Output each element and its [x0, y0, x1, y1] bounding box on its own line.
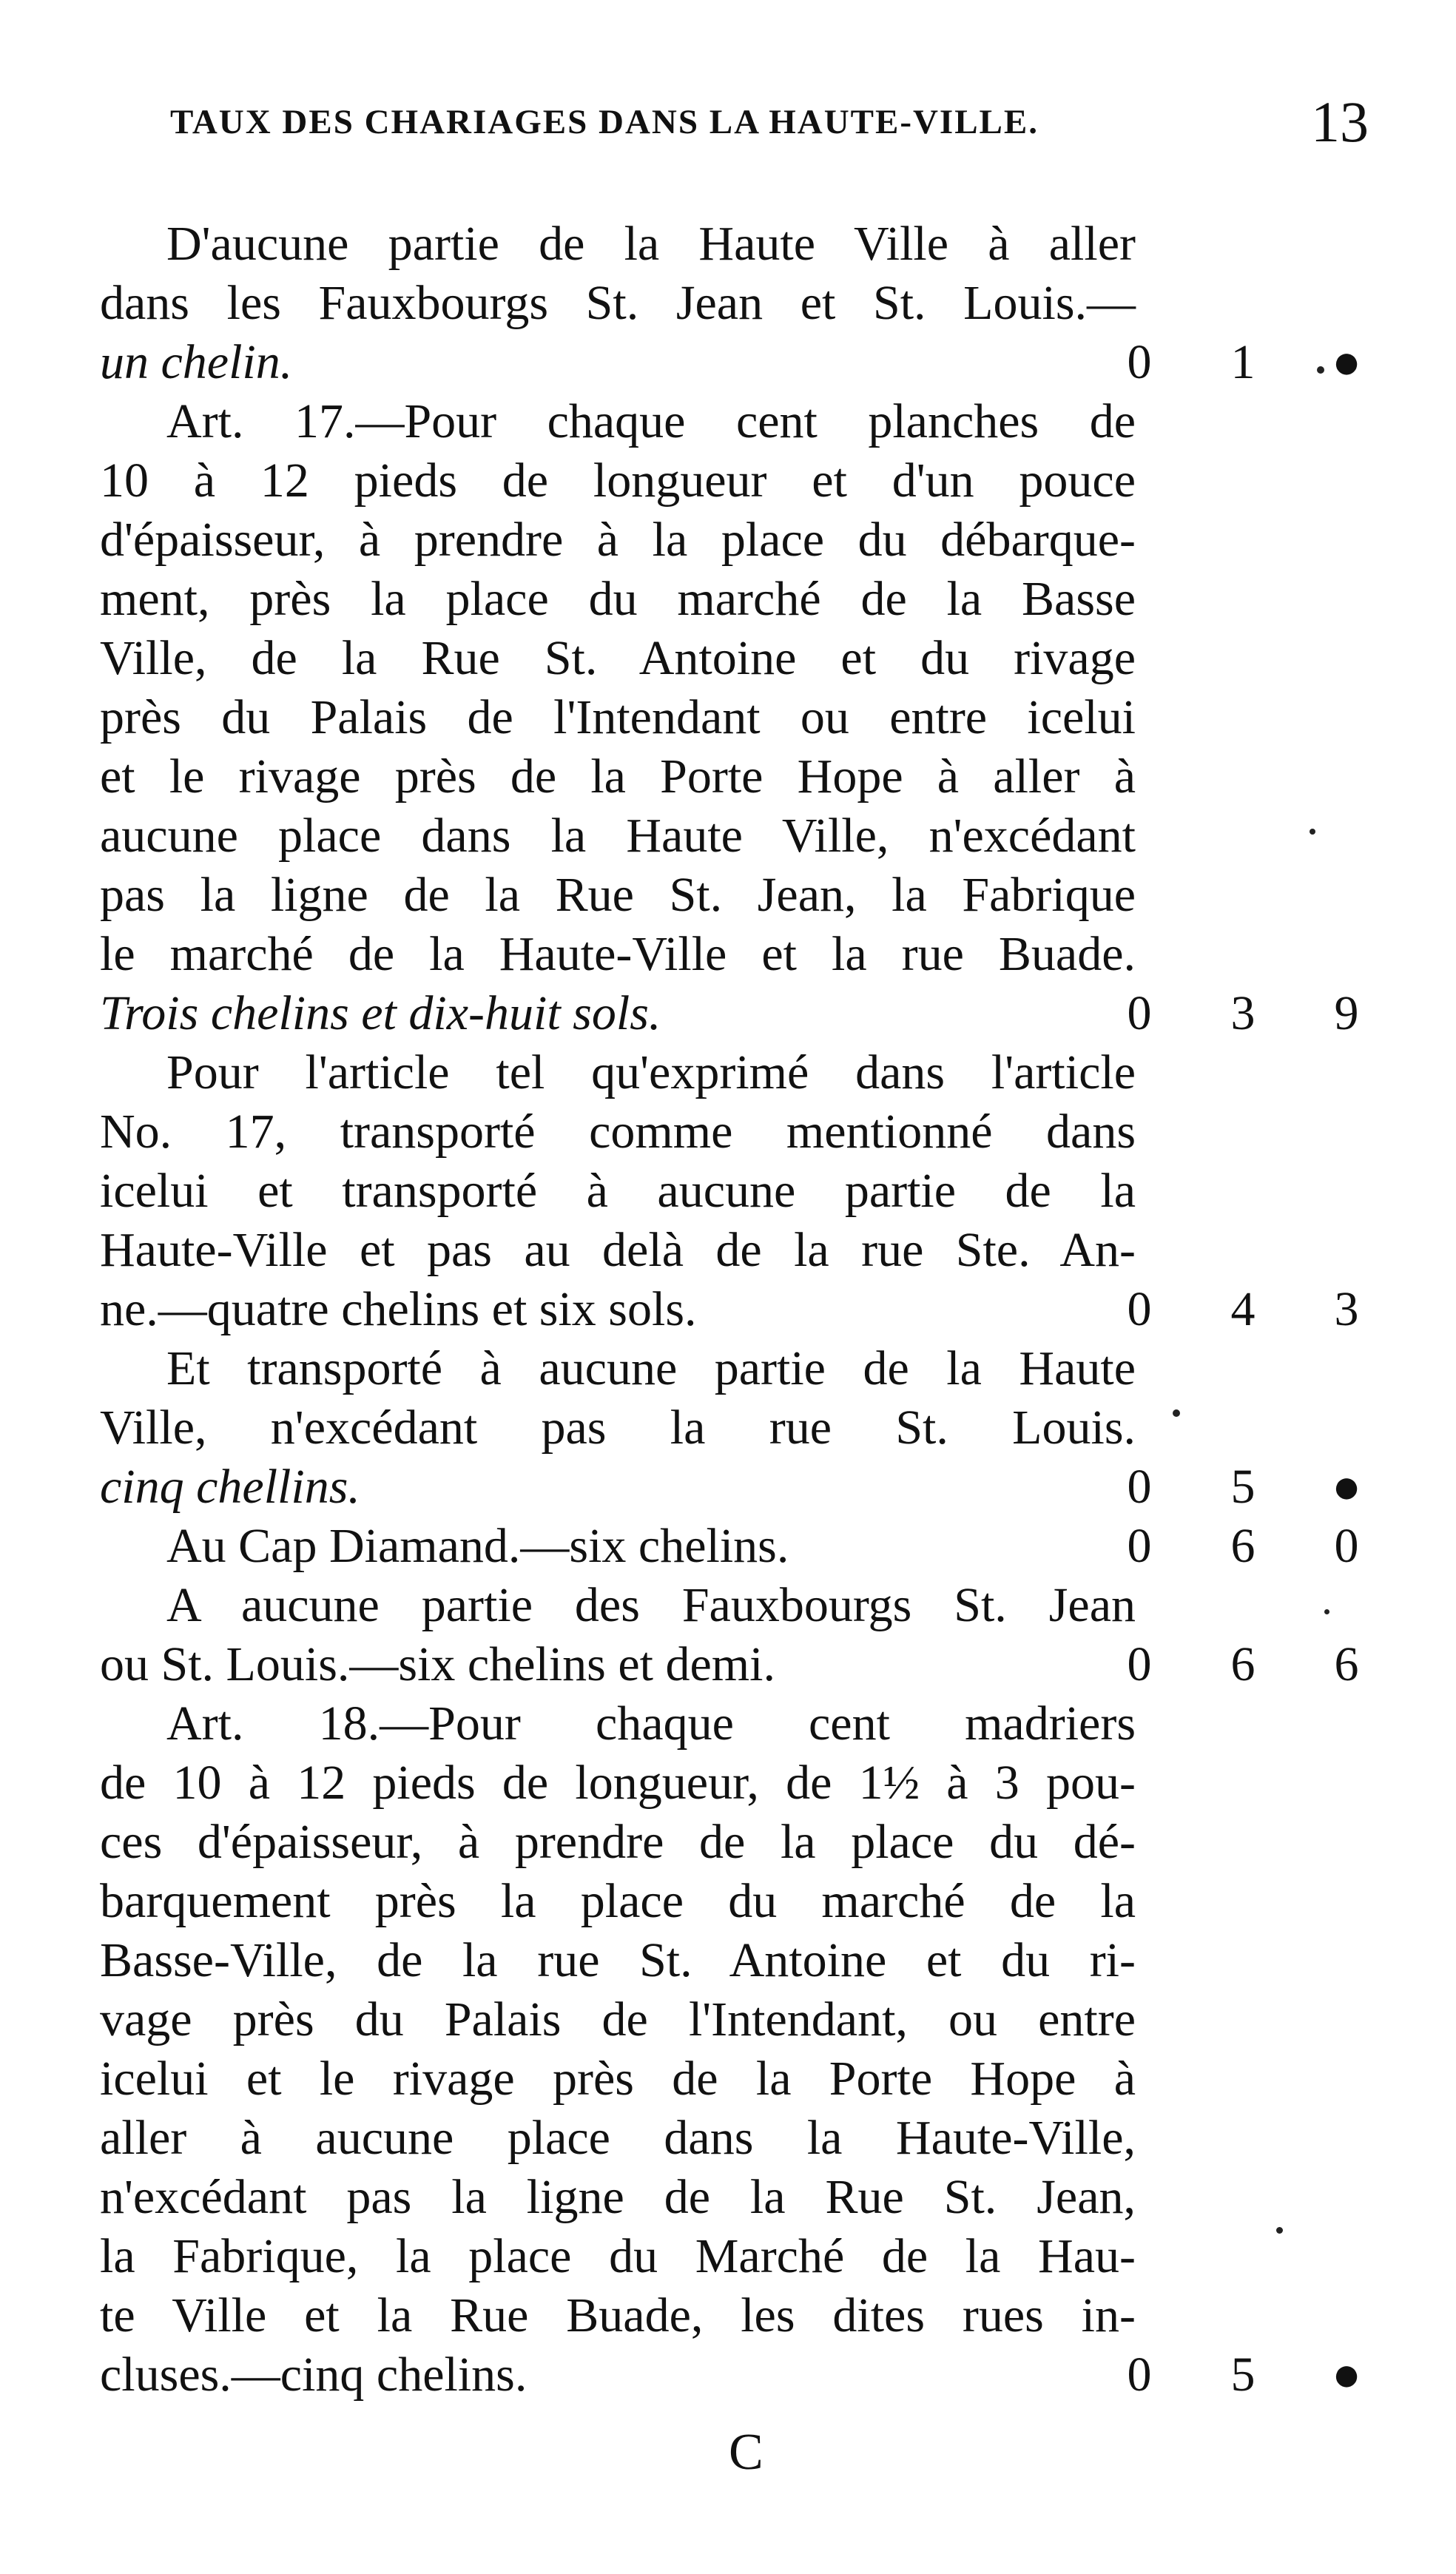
text-line — [100, 511, 1358, 570]
line-text: Et transporté à aucune partie de la Haute — [166, 1341, 1136, 1395]
line-text: te Ville et la Rue Buade, les dites rues in- — [100, 2288, 1136, 2342]
running-head: TAUX DES CHARIAGES DANS LA HAUTE-VILLE. — [170, 103, 1039, 141]
text-line — [100, 2168, 1358, 2227]
amount-shillings: 6 — [1230, 1519, 1256, 1573]
text-line — [100, 1576, 1358, 1635]
text-line — [100, 1162, 1358, 1221]
text-line — [100, 866, 1358, 925]
line-text: cluses.—cinq chelins. — [100, 2348, 528, 2402]
text-line — [100, 2227, 1358, 2286]
text-line — [100, 747, 1358, 806]
amount-pence: 3 — [1334, 1282, 1359, 1336]
text-line — [100, 1990, 1358, 2049]
text-line — [100, 1635, 1358, 1694]
text-line — [100, 2109, 1358, 2168]
line-text: icelui et le rivage près de la Porte Hope à — [100, 2052, 1136, 2106]
text-line — [100, 1458, 1361, 1517]
print-speck — [1310, 829, 1315, 835]
print-speck — [1276, 2227, 1283, 2234]
text-line — [100, 1043, 1358, 1102]
line-text: No. 17, transporté comme mentionné dans — [100, 1105, 1136, 1159]
text-line — [100, 2049, 1358, 2109]
text-line — [100, 1694, 1358, 1753]
line-text: Trois chelins et dix-huit sols. — [100, 986, 661, 1040]
amount-pence: 6 — [1334, 1637, 1359, 1691]
text-line — [100, 1517, 1358, 1576]
amount-pounds: 0 — [1127, 1637, 1152, 1691]
line-text: vage près du Palais de l'Intendant, ou entre — [100, 1992, 1136, 2046]
text-line — [100, 2286, 1358, 2345]
amount-shillings: 5 — [1230, 1460, 1256, 1514]
amount-pounds: 0 — [1127, 335, 1152, 389]
amount-pence: 0 — [1334, 1519, 1359, 1573]
amount-pence: 9 — [1334, 986, 1359, 1040]
amount-pounds: 0 — [1127, 1519, 1152, 1573]
text-line — [100, 984, 1358, 1043]
text-line — [100, 688, 1358, 747]
text-line — [100, 1398, 1358, 1458]
text-line — [100, 1813, 1358, 1872]
text-line — [100, 1221, 1358, 1280]
text-line — [100, 333, 1361, 392]
line-text: ces d'épaisseur, à prendre de la place du dé- — [100, 1815, 1136, 1869]
text-line — [100, 570, 1358, 629]
print-speck — [1317, 366, 1324, 374]
line-text: cinq chellins. — [100, 1460, 360, 1514]
line-text: 10 à 12 pieds de longueur et d'un pouce — [100, 454, 1136, 508]
line-text: ne.—quatre chelins et six sols. — [100, 1282, 697, 1336]
text-line — [100, 1102, 1358, 1162]
amount-pence: ● — [1332, 1460, 1361, 1514]
text-line — [100, 274, 1358, 333]
line-text: Ville, n'excédant pas la rue St. Louis. — [100, 1401, 1136, 1455]
amount-shillings: 4 — [1230, 1282, 1256, 1336]
amount-shillings: 1 — [1230, 335, 1256, 389]
line-text: barquement près la place du marché de la — [100, 1874, 1136, 1928]
line-text: Au Cap Diamand.—six chelins. — [166, 1519, 789, 1573]
line-text: Art. 17.—Pour chaque cent planches de — [166, 394, 1136, 448]
line-text: près du Palais de l'Intendant ou entre icelui — [100, 690, 1136, 744]
line-text: A aucune partie des Fauxbourgs St. Jean — [166, 1578, 1136, 1632]
text-line — [100, 1931, 1358, 1990]
amount-pounds: 0 — [1127, 1282, 1152, 1336]
line-text: de 10 à 12 pieds de longueur, de 1½ à 3 pou- — [100, 1756, 1136, 1810]
line-text: ment, près la place du marché de la Basse — [100, 572, 1136, 626]
text-line — [100, 451, 1358, 511]
text-line — [100, 1339, 1358, 1398]
line-text: Haute-Ville et pas au delà de la rue Ste. An- — [100, 1223, 1136, 1277]
amount-pence: ● — [1332, 335, 1361, 389]
amount-shillings: 3 — [1230, 986, 1256, 1040]
text-line — [100, 1280, 1358, 1339]
line-text: la Fabrique, la place du Marché de la Hau- — [100, 2229, 1136, 2283]
page-header — [170, 89, 1369, 170]
text-line — [100, 806, 1358, 866]
line-text: le marché de la Haute-Ville et la rue Buade. — [100, 927, 1136, 981]
line-text: Ville, de la Rue St. Antoine et du rivage — [100, 631, 1136, 685]
amount-shillings: 5 — [1230, 2348, 1256, 2402]
line-text: dans les Fauxbourgs St. Jean et St. Louis.— — [100, 276, 1136, 330]
line-text: d'épaisseur, à prendre à la place du débarque- — [100, 513, 1136, 567]
print-speck — [1173, 1409, 1180, 1417]
text-line — [100, 2345, 1361, 2405]
amount-pounds: 0 — [1127, 2348, 1152, 2402]
document-body — [100, 215, 1361, 2405]
line-text: n'excédant pas la ligne de la Rue St. Jean, — [100, 2170, 1136, 2224]
text-line — [100, 1753, 1358, 1813]
text-line — [100, 215, 1358, 274]
line-text: Pour l'article tel qu'exprimé dans l'article — [166, 1045, 1136, 1099]
line-text: aucune place dans la Haute Ville, n'excédant — [100, 809, 1136, 863]
amount-pence: ● — [1332, 2348, 1361, 2402]
line-text: icelui et transporté à aucune partie de la — [100, 1164, 1136, 1218]
line-text: et le rivage près de la Porte Hope à aller à — [100, 749, 1136, 803]
line-text: un chelin. — [100, 335, 293, 389]
amount-pounds: 0 — [1127, 986, 1152, 1040]
amount-shillings: 6 — [1230, 1637, 1256, 1691]
page-number: 13 — [1311, 90, 1369, 154]
text-line — [100, 629, 1358, 688]
line-text: pas la ligne de la Rue St. Jean, la Fabrique — [100, 868, 1136, 922]
line-text: Basse-Ville, de la rue St. Antoine et du ri- — [100, 1933, 1136, 1987]
text-line — [100, 925, 1358, 984]
print-speck — [1324, 1609, 1329, 1614]
text-line — [100, 392, 1358, 451]
line-text: ou St. Louis.—six chelins et demi. — [100, 1637, 775, 1691]
line-text: Art. 18.—Pour chaque cent madriers — [166, 1697, 1136, 1751]
line-text: D'aucune partie de la Haute Ville à aller — [166, 217, 1136, 271]
signature-mark: C — [729, 2424, 764, 2481]
line-text: aller à aucune place dans la Haute-Ville, — [100, 2111, 1136, 2165]
text-line — [100, 1872, 1358, 1931]
amount-pounds: 0 — [1127, 1460, 1152, 1514]
